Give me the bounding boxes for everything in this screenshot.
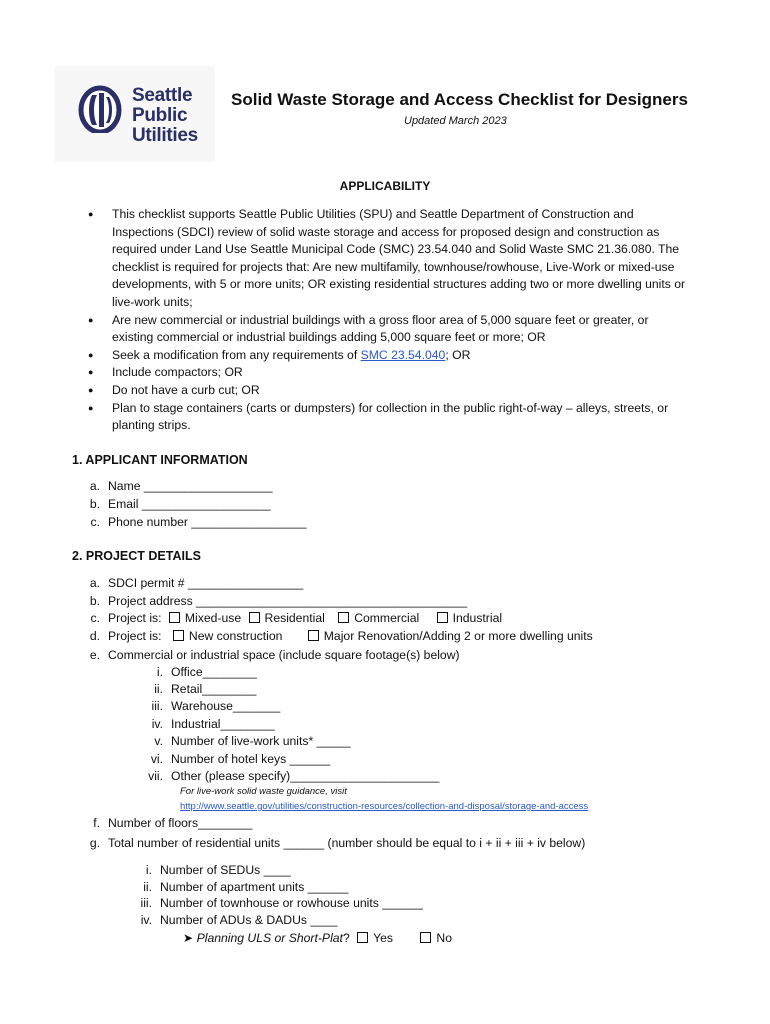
roman-numeral: iii. [140,896,152,910]
item-letter: b. [89,594,100,608]
address-label: Project address ________________________________________ [108,594,468,608]
roman-numeral: iv. [151,717,163,731]
applicability-bullet-1: ● This checklist supports Seattle Public Utilities (SPU) and Seattle Department of Construction and Inspections (SDCI) review of solid waste storage and access for proposed design and construction as required under Land Use Seattle Municipal Code (SMC) 23.54.040 and Solid Waste SMC 21.36.080. The checklist is required for projects that: Are new multifamily, townhouse/rowhouse, Live-Work or mixed-use developments, with 5 or more units; OR existing residential structures adding two or more dwelling units or live-work units; [88,206,688,312]
planning-yes-checkbox[interactable] [357,932,368,943]
residential-label: Residential [264,611,325,625]
new-construction-checkbox[interactable] [173,630,184,641]
item-letter: e. [89,648,100,662]
item-letter: a. [89,479,100,493]
roman-numeral: ii. [154,682,163,696]
industrial-checkbox[interactable] [437,612,448,623]
applicability-list [88,206,688,435]
major-renovation-checkbox[interactable] [308,630,319,641]
roman-numeral: vii. [148,769,163,783]
applicant-phone-field[interactable] [76,515,307,529]
live-work-guidance-link[interactable]: http://www.seattle.gov/utilities/construction-resources/collection-and-disposal/storage-and-access [180,801,589,812]
live-work-units-field[interactable] [133,734,351,748]
sdci-permit-field[interactable] [76,576,303,590]
applicability-bullet-2: ● Are new commercial or industrial buildings with a gross floor area of 5,000 square feet or greater, or existing commercial or industrial buildings adding 5,000 square feet or more; OR [88,312,688,347]
applicability-bullet-5: ● Do not have a curb cut; OR [88,382,688,400]
residential-units-label: Total number of residential units ______ (number should be equal to i + ii + iii + iv below) [108,836,586,850]
project-address-field[interactable] [76,594,467,608]
roman-numeral: vi. [150,752,163,766]
adus-dadus-field[interactable] [122,913,337,927]
roman-numeral: i. [145,863,152,877]
commercial-checkbox[interactable] [338,612,349,623]
permit-label: SDCI permit # _________________ [108,576,304,590]
new-construction-label: New construction [188,629,283,643]
apartment-units-field[interactable] [122,880,348,894]
applicant-name-field[interactable] [76,479,273,493]
document-title: Solid Waste Storage and Access Checklist for Designers [231,90,688,109]
item-letter: f. [93,816,100,830]
no-label: No [436,931,452,945]
applicability-heading: APPLICABILITY [339,179,431,193]
space-office-field[interactable] [133,665,257,679]
roman-numeral: iii. [151,699,163,713]
townhouse-units-field[interactable] [122,896,423,910]
residential-checkbox[interactable] [249,612,260,623]
arrow-bullet-icon: ➤ [183,931,194,945]
sedus-label: Number of SEDUs ____ [160,863,291,877]
applicability-bullet-6: ● Plan to stage containers (carts or dumpsters) for collection in the public right-of-way – alleys, streets, or planting strips. [88,400,688,435]
other-space-field[interactable] [133,769,439,783]
live-work-note: For live-work solid waste guidance, visit [180,786,347,797]
item-letter: g. [89,836,100,850]
space-retail-field[interactable] [133,682,256,696]
roman-numeral: v. [154,734,163,748]
name-label: Name ___________________ [108,479,273,493]
applicant-info-heading: 1. APPLICANT INFORMATION [72,453,248,467]
major-renovation-label: Major Renovation/Adding 2 or more dwelling units [323,629,593,643]
bullet-3-text: Seek a modification from any requirements of [112,347,361,362]
mixed-use-label: Mixed-use [184,611,242,625]
logo-line-2: Public [132,105,188,126]
hotel-keys-label: Number of hotel keys ______ [171,752,331,766]
item-letter: b. [89,497,100,511]
applicability-bullet-4: ● Include compactors; OR [88,364,688,382]
space-industrial-field[interactable] [133,717,275,731]
item-letter: c. [90,515,100,529]
planning-no-checkbox[interactable] [420,932,431,943]
roman-numeral: iv. [140,913,152,927]
space-warehouse-field[interactable] [133,699,280,713]
retail-label: Retail________ [171,682,257,696]
residential-units-field[interactable] [76,836,585,850]
industrial-label: Industrial [452,611,503,625]
seattle-public-utilities-logo-icon [78,85,122,133]
commercial-label: Commercial [354,611,420,625]
planning-question: Planning ULS or Short-Plat [196,931,343,945]
yes-label: Yes [373,931,393,945]
project-scope-row [76,629,593,643]
item-letter: c. [90,611,100,625]
hotel-keys-field[interactable] [133,752,330,766]
logo-line-3: Utilities [132,125,198,146]
logo-line-1: Seattle [132,85,193,106]
adus-label: Number of ADUs & DADUs ____ [160,913,338,927]
updated-date: Updated March 2023 [404,115,507,127]
phone-label: Phone number _________________ [108,515,307,529]
applicability-bullet-3 [88,347,688,365]
townhouse-label: Number of townhouse or rowhouse units ______ [160,896,423,910]
project-details-heading: 2. PROJECT DETAILS [72,549,201,563]
floors-label: Number of floors________ [108,816,253,830]
project-scope-label: Project is: [108,629,162,643]
mixed-use-checkbox[interactable] [169,612,180,623]
other-label: Other (please specify)______________________ [171,769,440,783]
smc-link[interactable]: SMC 23.54.040 [360,347,446,362]
warehouse-label: Warehouse_______ [171,699,281,713]
industrial-space-label: Industrial________ [171,717,275,731]
item-letter: a. [89,576,100,590]
apartment-label: Number of apartment units ______ [160,880,349,894]
office-label: Office________ [171,665,257,679]
logo-wordmark [132,86,198,146]
commercial-space-label: Commercial or industrial space (include square footage(s) below) [108,648,460,662]
question-mark: ? [342,931,350,945]
roman-numeral: i. [156,665,163,679]
planning-uls-row [183,931,452,945]
item-letter: d. [89,629,100,643]
roman-numeral: ii. [143,880,152,894]
commercial-space-row [76,648,460,662]
live-work-label: Number of live-work units* _____ [171,734,351,748]
applicant-email-field[interactable] [76,497,271,511]
bullet-3-suffix: ; OR [445,347,471,362]
email-label: Email ___________________ [108,497,271,511]
number-of-floors-field[interactable] [76,816,252,830]
project-type-label: Project is: [108,611,162,625]
sedus-field[interactable] [122,863,291,877]
project-type-row [76,611,502,625]
